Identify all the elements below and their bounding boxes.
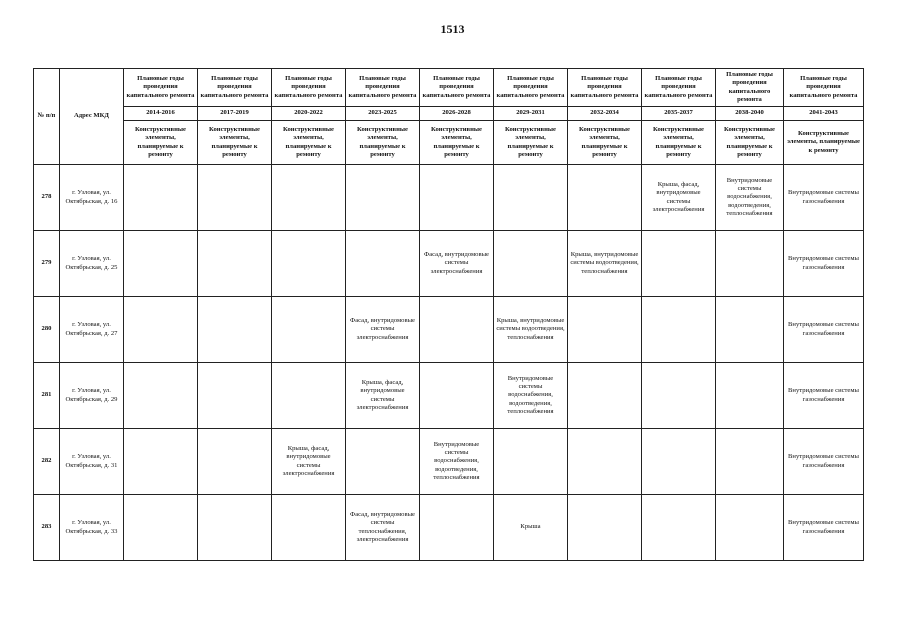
repair-elements-cell: [272, 231, 346, 297]
repair-elements-cell: [346, 165, 420, 231]
repair-elements-cell: Крыша, фасад, внутридомовые системы электроснабжения: [346, 363, 420, 429]
repair-elements-cell: [716, 363, 784, 429]
repair-elements-cell: Внутридомовые системы водоснабжения, водоотведения, теплоснабжения: [716, 165, 784, 231]
repair-elements-cell: [716, 429, 784, 495]
address-header: Адрес МКД: [60, 69, 124, 165]
table-row: [34, 165, 864, 231]
repair-elements-cell: [568, 495, 642, 561]
elements-header: Конструктивные элементы, планируемые к ремонту: [346, 121, 420, 165]
repair-elements-cell: [124, 165, 198, 231]
repair-elements-cell: [198, 495, 272, 561]
building-address: г. Узловая, ул. Октябрьская, д. 16: [60, 165, 124, 231]
elements-header: Конструктивные элементы, планируемые к ремонту: [272, 121, 346, 165]
repair-elements-cell: [124, 429, 198, 495]
repair-elements-cell: [272, 165, 346, 231]
period-header: Плановые годы проведения капитального ремонта: [272, 69, 346, 107]
elements-header-row: [34, 121, 864, 165]
year-range: 2041-2043: [784, 107, 864, 121]
repair-elements-cell: [198, 429, 272, 495]
repair-elements-cell: Внутридомовые системы газоснабжения: [784, 297, 864, 363]
period-header: Плановые годы проведения капитального ремонта: [346, 69, 420, 107]
elements-header: Конструктивные элементы, планируемые к ремонту: [198, 121, 272, 165]
repair-elements-cell: [494, 429, 568, 495]
table-row: [34, 495, 864, 561]
period-header: Плановые годы проведения капитального ремонта: [420, 69, 494, 107]
repair-elements-cell: [716, 231, 784, 297]
repair-elements-cell: Крыша, фасад, внутридомовые системы электроснабжения: [272, 429, 346, 495]
repair-elements-cell: Внутридомовые системы газоснабжения: [784, 429, 864, 495]
repair-elements-cell: [198, 363, 272, 429]
year-range: 2017-2019: [198, 107, 272, 121]
year-range: 2026-2028: [420, 107, 494, 121]
building-address: г. Узловая, ул. Октябрьская, д. 31: [60, 429, 124, 495]
repair-elements-cell: [124, 231, 198, 297]
table-row: [34, 429, 864, 495]
repair-elements-cell: Фасад, внутридомовые системы электроснабжения: [346, 297, 420, 363]
repair-elements-cell: [124, 297, 198, 363]
repair-elements-cell: Внутридомовые системы водоснабжения, водоотведения, теплоснабжения: [420, 429, 494, 495]
building-address: г. Узловая, ул. Октябрьская, д. 33: [60, 495, 124, 561]
repair-elements-cell: [642, 363, 716, 429]
repair-elements-cell: [346, 429, 420, 495]
repair-elements-cell: Внутридомовые системы газоснабжения: [784, 495, 864, 561]
repair-elements-cell: [716, 495, 784, 561]
year-range: 2032-2034: [568, 107, 642, 121]
period-header: Плановые годы проведения капитального ремонта: [198, 69, 272, 107]
period-header: Плановые годы проведения капитального ремонта: [494, 69, 568, 107]
repair-elements-cell: [642, 297, 716, 363]
repair-elements-cell: [642, 231, 716, 297]
row-number: 281: [34, 363, 60, 429]
repair-elements-cell: Фасад, внутридомовые системы электроснабжения: [420, 231, 494, 297]
table-body: [34, 165, 864, 561]
elements-header: Конструктивные элементы, планируемые к ремонту: [716, 121, 784, 165]
table-row: [34, 231, 864, 297]
repair-elements-cell: Внутридомовые системы газоснабжения: [784, 165, 864, 231]
repair-elements-cell: [420, 297, 494, 363]
repair-elements-cell: [420, 495, 494, 561]
elements-header: Конструктивные элементы, планируемые к ремонту: [494, 121, 568, 165]
repair-elements-cell: Внутридомовые системы водоснабжения, водоотведения, теплоснабжения: [494, 363, 568, 429]
table-row: [34, 297, 864, 363]
repair-elements-cell: [420, 165, 494, 231]
repair-elements-cell: Внутридомовые системы газоснабжения: [784, 231, 864, 297]
repair-elements-cell: [272, 363, 346, 429]
period-header: Плановые годы проведения капитального ремонта: [568, 69, 642, 107]
repair-elements-cell: [272, 297, 346, 363]
years-header-row: [34, 107, 864, 121]
repair-elements-cell: [568, 363, 642, 429]
elements-header: Конструктивные элементы, планируемые к ремонту: [568, 121, 642, 165]
repair-elements-cell: Крыша: [494, 495, 568, 561]
year-range: 2020-2022: [272, 107, 346, 121]
row-number: 282: [34, 429, 60, 495]
repair-elements-cell: [272, 495, 346, 561]
repair-elements-cell: [568, 165, 642, 231]
period-header: Плановые годы проведения капитального ремонта: [716, 69, 784, 107]
repair-elements-cell: [568, 297, 642, 363]
building-address: г. Узловая, ул. Октябрьская, д. 29: [60, 363, 124, 429]
period-header: Плановые годы проведения капитального ремонта: [784, 69, 864, 107]
elements-header: Конструктивные элементы, планируемые к ремонту: [642, 121, 716, 165]
num-header: № п/п: [34, 69, 60, 165]
repair-elements-cell: Фасад, внутридомовые системы теплоснабжения, электроснабжения: [346, 495, 420, 561]
elements-header: Конструктивные элементы, планируемые к ремонту: [784, 121, 864, 165]
repair-elements-cell: [198, 165, 272, 231]
repair-elements-cell: [642, 429, 716, 495]
row-number: 278: [34, 165, 60, 231]
repair-elements-cell: [124, 363, 198, 429]
year-range: 2029-2031: [494, 107, 568, 121]
page-number: 1513: [440, 22, 465, 36]
year-range: 2035-2037: [642, 107, 716, 121]
repair-elements-cell: [494, 231, 568, 297]
elements-header: Конструктивные элементы, планируемые к ремонту: [124, 121, 198, 165]
building-address: г. Узловая, ул. Октябрьская, д. 25: [60, 231, 124, 297]
period-header: Плановые годы проведения капитального ремонта: [124, 69, 198, 107]
repair-elements-cell: Крыша, фасад, внутридомовые системы электроснабжения: [642, 165, 716, 231]
repair-elements-cell: [198, 297, 272, 363]
row-number: 280: [34, 297, 60, 363]
repair-elements-cell: [124, 495, 198, 561]
period-header: Плановые годы проведения капитального ремонта: [642, 69, 716, 107]
year-range: 2038-2040: [716, 107, 784, 121]
repair-elements-cell: [420, 363, 494, 429]
repair-elements-cell: [642, 495, 716, 561]
repair-elements-cell: [716, 297, 784, 363]
year-range: 2014-2016: [124, 107, 198, 121]
repair-elements-cell: Крыша, внутридомовые системы водоотведения, теплоснабжения: [494, 297, 568, 363]
repair-elements-cell: [198, 231, 272, 297]
year-range: 2023-2025: [346, 107, 420, 121]
row-number: 279: [34, 231, 60, 297]
repair-elements-cell: [346, 231, 420, 297]
repair-schedule-table: [33, 68, 864, 561]
repair-elements-cell: Внутридомовые системы газоснабжения: [784, 363, 864, 429]
row-number: 283: [34, 495, 60, 561]
repair-elements-cell: [494, 165, 568, 231]
period-header-row: [34, 69, 864, 107]
table-row: [34, 363, 864, 429]
elements-header: Конструктивные элементы, планируемые к ремонту: [420, 121, 494, 165]
building-address: г. Узловая, ул. Октябрьская, д. 27: [60, 297, 124, 363]
repair-elements-cell: Крыша, внутридомовые системы водоотведения, теплоснабжения: [568, 231, 642, 297]
repair-elements-cell: [568, 429, 642, 495]
